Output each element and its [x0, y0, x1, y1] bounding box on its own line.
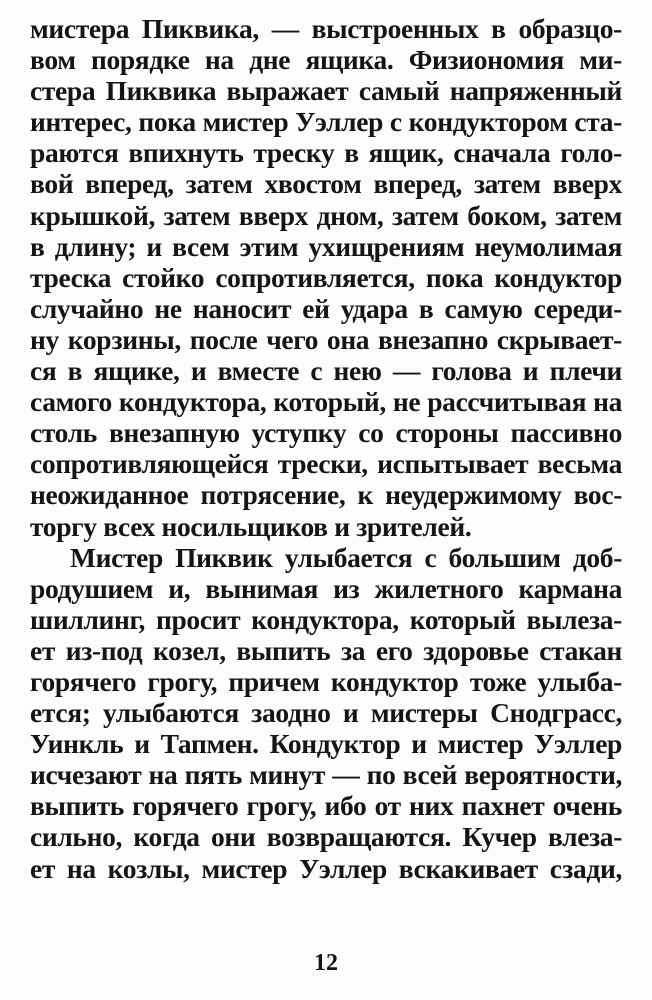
paragraph-1 [30, 13, 622, 542]
text-line: в длину; и всем этим ухищрениям неумолимая [30, 230, 622, 262]
text-line: выпить горячего грогу, ибо от них пахнет очень [30, 790, 622, 822]
text-line: случайно не наносит ей удара в самую середи- [30, 292, 622, 324]
text-line: крышкой, затем вверх дном, затем боком, затем [30, 199, 622, 231]
text-line: горячего грогу, причем кондуктор тоже улыба- [30, 665, 622, 697]
text-line: столь внезапную уступку со стороны пассивно [30, 417, 622, 449]
paragraph-2 [30, 542, 622, 884]
text-line: вой вперед, затем хвостом вперед, затем вверх [30, 168, 622, 200]
text-line: стера Пиквика выражает самый напряженный [30, 75, 622, 107]
text-line: сильно, когда они возвращаются. Кучер влеза- [30, 821, 622, 853]
text-line: исчезают на пять минут — по всей вероятности, [30, 759, 622, 791]
page-number: 12 [314, 950, 338, 976]
text-line: ет из-под козел, выпить за его здоровье стакан [30, 634, 622, 666]
text-line: сопротивляющейся трески, испытывает весьма [30, 448, 622, 480]
text-line: раются впихнуть треску в ящик, сначала голо- [30, 137, 622, 169]
text-line: торгу всех носильщиков и зрителей. [30, 510, 472, 542]
text-line: ет на козлы, мистер Уэллер вскакивает сзади, [30, 852, 622, 884]
text-line: неожиданное потрясение, к неудержимому вос- [30, 479, 622, 511]
text-line: треска стойко сопротивляется, пока кондуктор [30, 261, 622, 293]
text-line: вом порядке на дне ящика. Физиономия ми- [30, 44, 622, 76]
body-text [30, 13, 622, 884]
text-line: ется; улыбаются заодно и мистеры Снодграсс, [30, 697, 622, 729]
text-line: ся в ящике, и вместе с нею — голова и плечи [30, 355, 622, 387]
text-line: интерес, пока мистер Уэллер с кондуктором ста- [30, 106, 622, 138]
text-line: ну корзины, после чего она внезапно скрывает- [30, 323, 622, 355]
text-line: мистера Пиквика, — выстроенных в образцо- [30, 13, 622, 44]
text-line: Мистер Пиквик улыбается с большим доб- [70, 541, 622, 573]
text-line: шиллинг, просит кондуктора, который вылеза- [30, 603, 622, 635]
text-line: самого кондуктора, который, не рассчитывая на [30, 386, 622, 418]
text-line: родушием и, вынимая из жилетного кармана [30, 572, 622, 604]
text-line: Уинкль и Тапмен. Кондуктор и мистер Уэллер [30, 728, 622, 760]
